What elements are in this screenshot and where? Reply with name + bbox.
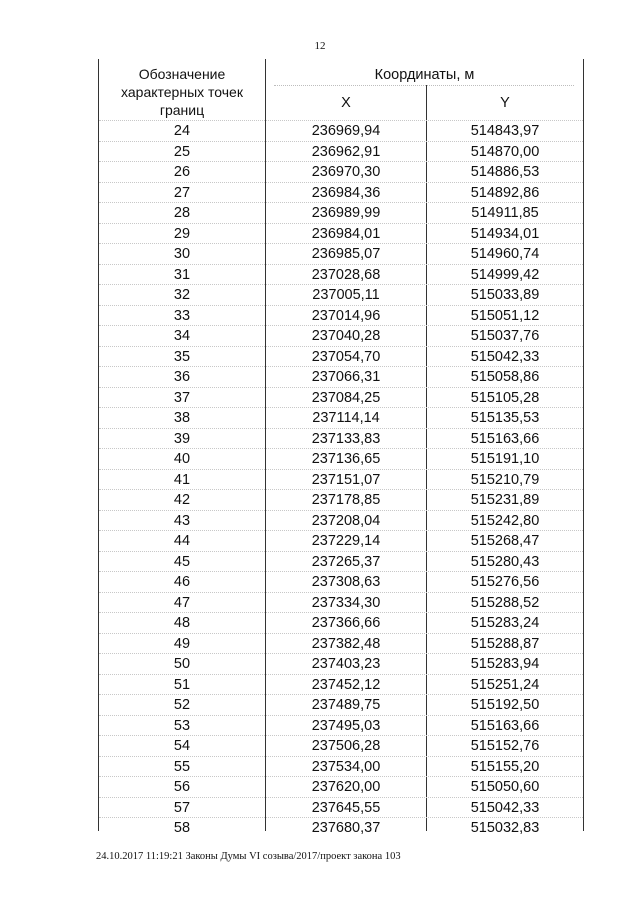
cell-point: 56 <box>173 779 191 795</box>
cell-point: 33 <box>173 307 191 324</box>
cell-x: 237040,28 <box>311 328 381 344</box>
cell-y: 515268,47 <box>470 533 540 549</box>
cell-x: 237645,55 <box>311 799 381 816</box>
cell-y: 515288,87 <box>470 635 540 652</box>
cell-y: 515152,76 <box>470 738 540 754</box>
cell-y: 515283,94 <box>470 656 540 672</box>
table-row <box>99 182 583 203</box>
cell-x: 237495,03 <box>311 717 381 734</box>
cell-x: 237308,63 <box>311 574 381 590</box>
table-row <box>99 551 583 572</box>
cell-point: 52 <box>173 697 191 713</box>
cell-y: 515251,24 <box>470 676 540 693</box>
cell-x: 237382,48 <box>311 635 381 652</box>
cell-point: 51 <box>173 676 191 693</box>
cell-x: 237208,04 <box>311 512 381 529</box>
table-row <box>99 715 583 736</box>
cell-x: 237366,66 <box>311 615 381 631</box>
header-points-line: границ <box>159 102 205 118</box>
cell-x: 237066,31 <box>311 369 381 385</box>
cell-y: 515210,79 <box>470 471 540 488</box>
header-points-line: Обозначение <box>138 66 226 82</box>
table-row <box>99 120 583 141</box>
cell-point: 50 <box>173 656 191 672</box>
cell-point: 29 <box>173 225 191 242</box>
cell-x: 237133,83 <box>311 430 381 447</box>
cell-point: 42 <box>173 492 191 508</box>
cell-point: 39 <box>173 430 191 447</box>
cell-x: 237229,14 <box>311 533 381 549</box>
table-row <box>99 346 583 367</box>
cell-y: 514911,85 <box>471 205 539 221</box>
cell-point: 24 <box>173 123 191 139</box>
cell-point: 35 <box>173 348 191 365</box>
cell-x: 237114,14 <box>312 410 380 426</box>
cell-y: 515231,89 <box>470 492 540 508</box>
cell-point: 38 <box>173 410 191 426</box>
cell-point: 37 <box>173 389 191 406</box>
cell-x: 236962,91 <box>311 143 381 160</box>
table-row <box>99 776 583 797</box>
cell-x: 237403,23 <box>311 656 381 672</box>
table-row <box>99 141 583 162</box>
cell-y: 514999,42 <box>470 266 540 283</box>
table-row <box>99 653 583 674</box>
cell-point: 57 <box>173 799 191 816</box>
table-row <box>99 489 583 510</box>
cell-y: 515163,66 <box>470 717 540 734</box>
footer-text: 24.10.2017 11:19:21 Законы Думы VI созыва/2017/проект закона 103 <box>96 851 401 862</box>
cell-point: 31 <box>173 266 191 283</box>
cell-point: 58 <box>173 820 191 836</box>
cell-y: 515042,33 <box>470 799 540 816</box>
cell-y: 515135,53 <box>470 410 540 426</box>
cell-y: 514843,97 <box>470 123 540 139</box>
cell-y: 515288,52 <box>470 594 540 611</box>
cell-x: 237452,12 <box>311 676 381 693</box>
cell-x: 236989,99 <box>311 205 381 221</box>
cell-y: 514892,86 <box>470 184 540 201</box>
table-row <box>99 305 583 326</box>
table-row <box>99 592 583 613</box>
cell-x: 237084,25 <box>311 389 381 406</box>
header-points <box>99 65 265 119</box>
cell-point: 46 <box>173 574 191 590</box>
cell-x: 237028,68 <box>311 266 381 283</box>
table-row <box>99 387 583 408</box>
header-points-line: характерных точек <box>121 84 243 100</box>
cell-point: 41 <box>173 471 191 488</box>
cell-point: 26 <box>173 164 191 180</box>
cell-x: 237506,28 <box>311 738 381 754</box>
cell-point: 32 <box>173 287 191 303</box>
cell-x: 237178,85 <box>311 492 381 508</box>
table-row <box>99 264 583 285</box>
table-row <box>99 694 583 715</box>
cell-y: 515242,80 <box>470 512 540 529</box>
cell-y: 515280,43 <box>470 553 540 570</box>
table-row <box>99 756 583 777</box>
cell-point: 36 <box>173 369 191 385</box>
header-x: X <box>341 95 351 111</box>
cell-y: 515051,12 <box>470 307 540 324</box>
cell-x: 237054,70 <box>311 348 381 365</box>
cell-point: 53 <box>173 717 191 734</box>
table-row <box>99 469 583 490</box>
table-body <box>99 120 583 838</box>
cell-x: 237680,37 <box>311 820 381 836</box>
cell-y: 515050,60 <box>470 779 540 795</box>
cell-x: 236984,01 <box>311 225 381 242</box>
cell-y: 514870,00 <box>470 143 540 160</box>
cell-point: 25 <box>173 143 191 160</box>
cell-point: 55 <box>173 758 191 775</box>
table-row <box>99 223 583 244</box>
cell-x: 237136,65 <box>311 451 381 467</box>
cell-x: 237489,75 <box>311 697 381 713</box>
table-row <box>99 797 583 818</box>
cell-x: 237151,07 <box>311 471 381 488</box>
cell-y: 515058,86 <box>470 369 540 385</box>
cell-point: 45 <box>173 553 191 570</box>
cell-y: 515037,76 <box>470 328 540 344</box>
cell-point: 34 <box>173 328 191 344</box>
cell-x: 237620,00 <box>311 779 381 795</box>
cell-y: 514934,01 <box>470 225 540 242</box>
cell-x: 236970,30 <box>311 164 381 180</box>
cell-x: 236985,07 <box>311 246 381 262</box>
cell-y: 515032,83 <box>470 820 540 836</box>
table-row <box>99 202 583 223</box>
table-row <box>99 530 583 551</box>
cell-x: 237265,37 <box>311 553 381 570</box>
table-row <box>99 510 583 531</box>
table-row <box>99 735 583 756</box>
cell-y: 515283,24 <box>470 615 540 631</box>
cell-point: 40 <box>173 451 191 467</box>
table-row <box>99 448 583 469</box>
cell-x: 237014,96 <box>311 307 381 324</box>
cell-x: 237005,11 <box>312 287 380 303</box>
cell-y: 515191,10 <box>470 451 540 467</box>
cell-point: 48 <box>173 615 191 631</box>
cell-y: 515042,33 <box>470 348 540 365</box>
header-separator <box>274 85 574 86</box>
table-row <box>99 817 583 838</box>
cell-y: 515105,28 <box>470 389 540 406</box>
header-coordinates: Координаты, м <box>374 67 475 83</box>
table-row <box>99 161 583 182</box>
cell-point: 54 <box>173 738 191 754</box>
table-row <box>99 366 583 387</box>
cell-y: 515192,50 <box>470 697 540 713</box>
cell-point: 28 <box>173 205 191 221</box>
page-number: 12 <box>314 40 326 52</box>
cell-point: 44 <box>173 533 191 549</box>
table-row <box>99 284 583 305</box>
cell-point: 43 <box>173 512 191 529</box>
table-row <box>99 633 583 654</box>
cell-y: 514960,74 <box>470 246 540 262</box>
cell-y: 515163,66 <box>470 430 540 447</box>
table-row <box>99 407 583 428</box>
table-row <box>99 243 583 264</box>
cell-x: 236969,94 <box>311 123 381 139</box>
cell-point: 47 <box>173 594 191 611</box>
table-row <box>99 428 583 449</box>
cell-point: 30 <box>173 246 191 262</box>
cell-y: 515033,89 <box>470 287 540 303</box>
table-row <box>99 571 583 592</box>
cell-y: 515155,20 <box>470 758 540 775</box>
cell-x: 237534,00 <box>311 758 381 775</box>
coordinates-table <box>98 59 584 836</box>
table-row <box>99 612 583 633</box>
cell-y: 515276,56 <box>470 574 540 590</box>
cell-y: 514886,53 <box>470 164 540 180</box>
table-row <box>99 325 583 346</box>
table-row <box>99 674 583 695</box>
cell-point: 49 <box>173 635 191 652</box>
header-y: Y <box>500 95 510 111</box>
cell-x: 236984,36 <box>311 184 381 201</box>
cell-x: 237334,30 <box>311 594 381 611</box>
cell-point: 27 <box>173 184 191 201</box>
